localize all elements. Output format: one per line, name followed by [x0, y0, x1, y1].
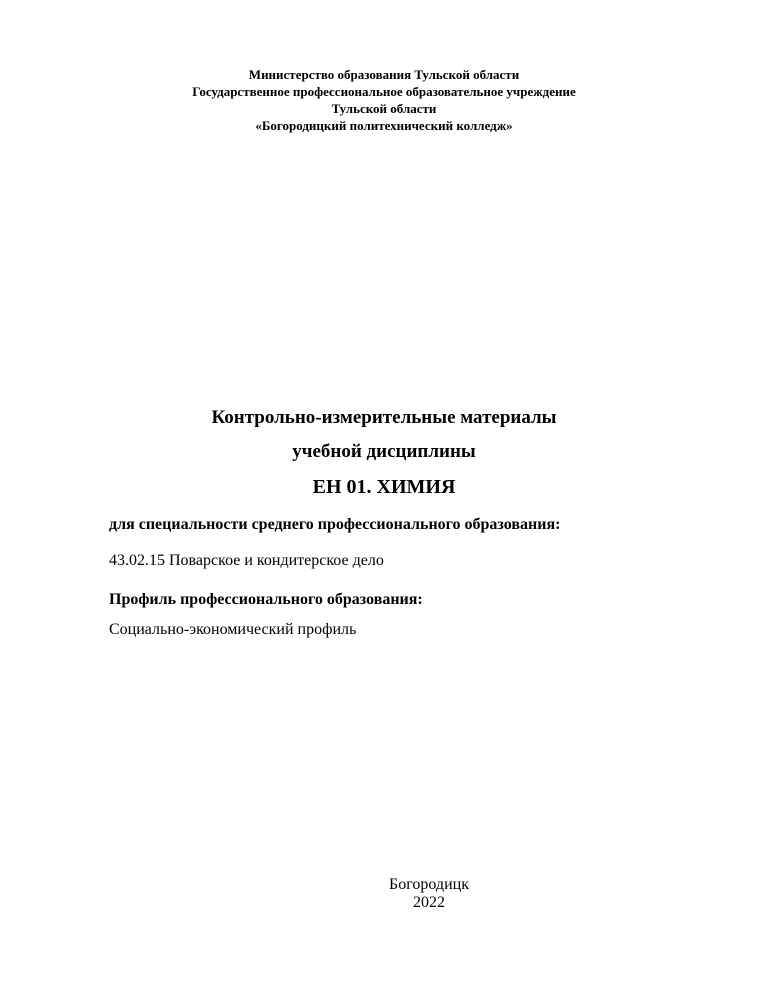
ministry-line: Министерство образования Тульской области — [248, 67, 520, 82]
document-title-line-1: Контрольно-измерительные материалы — [211, 407, 557, 428]
profile-value: Социально-экономический профиль — [109, 621, 357, 638]
specialty-label: для специальности среднего профессионального образования: — [109, 516, 561, 533]
region-line: Тульской области — [331, 101, 437, 116]
institution-type-line: Государственное профессиональное образовательное учреждение — [192, 84, 576, 99]
institution-header — [0, 66, 768, 134]
discipline-name: ЕН 01. ХИМИЯ — [312, 476, 456, 498]
college-name-line: «Богородицкий политехнический колледж» — [255, 118, 513, 133]
city-name: Богородицк — [389, 876, 469, 893]
year: 2022 — [413, 894, 445, 911]
document-title-line-2: учебной дисциплины — [292, 441, 476, 462]
document-footer — [0, 876, 768, 912]
profile-label: Профиль профессионального образования: — [109, 591, 423, 608]
specialty-value: 43.02.15 Поварское и кондитерское дело — [109, 552, 384, 569]
